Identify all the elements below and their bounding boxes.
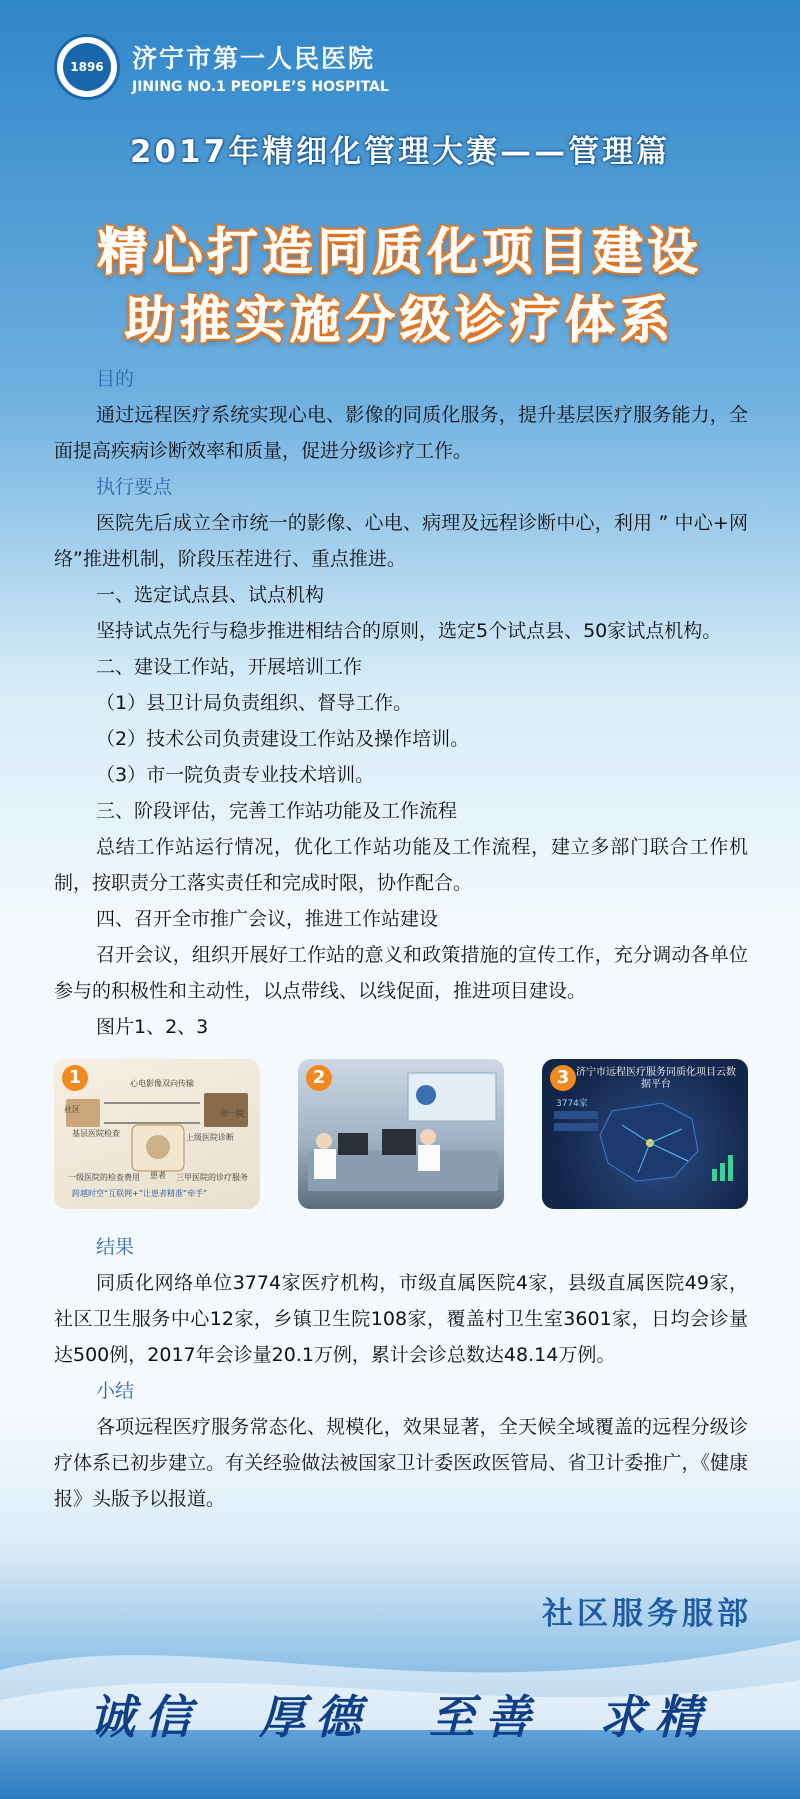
photo1-right-caption: 三甲医院的诊疗服务 <box>176 1173 248 1182</box>
step1-title: 一、选定试点县、试点机构 <box>96 584 325 606</box>
photo-number-2: 2 <box>306 1065 332 1091</box>
main-title-line1: 精心打造同质化项目建设 <box>97 223 703 281</box>
photo-number-3: 3 <box>550 1065 576 1091</box>
header <box>54 34 389 100</box>
key-points-heading: 执行要点 <box>96 476 173 498</box>
key-points-text: 医院先后成立全市统一的影像、心电、病理及远程诊断中心，利用 ” 中心+网络”推进机制，阶段压茬进行、重点推进。 <box>54 512 748 570</box>
contest-subtitle: 2017年精细化管理大赛——管理篇 <box>129 134 671 170</box>
hospital-logo <box>54 34 120 100</box>
step2-item2: （2）技术公司负责建设工作站及操作培训。 <box>96 728 470 750</box>
slogan-word-2: 厚德 <box>259 1690 371 1744</box>
step2-title: 二、建设工作站，开展培训工作 <box>96 656 363 678</box>
step2-item3: （3）市一院负责专业技术培训。 <box>96 764 375 786</box>
photo-row <box>54 1059 748 1209</box>
photo-2-office <box>298 1059 504 1209</box>
step2-item1: （1）县卫计局负责组织、督导工作。 <box>96 692 413 714</box>
step3-text: 总结工作站运行情况，优化工作站功能及工作流程，建立多部门联合工作机制，按职责分工落实责任和完成时限，协作配合。 <box>54 836 748 894</box>
step1-text: 坚持试点先行与稳步推进相结合的原则，选定5个试点县、50家试点机构。 <box>96 620 722 642</box>
slogan-word-3: 至善 <box>429 1690 541 1744</box>
dashboard-title: 济宁市远程医疗服务同质化项目云数据平台 <box>576 1067 736 1090</box>
dashboard-count: 3774家 <box>556 1099 588 1109</box>
purpose-text: 通过远程医疗系统实现心电、影像的同质化服务，提升基层医疗服务能力，全面提高疾病诊断效率和质量，促进分级诊疗工作。 <box>54 404 748 462</box>
result-heading: 结果 <box>96 1236 135 1258</box>
result-text: 同质化网络单位3774家医疗机构，市级直属医院4家，县级直属医院49家，社区卫生服务中心12家，乡镇卫生院108家，覆盖村卫生室3601家，日均会诊量达500例，2017年会诊量20.1万例，累计会诊总数达48.14万例。 <box>54 1272 748 1366</box>
hospital-name-en: JINING NO.1 PEOPLE’S HOSPITAL <box>132 79 389 95</box>
photo1-transfer-label: 心电影像双向传输 <box>130 1079 194 1088</box>
photo1-city-hospital-label: 市一院 <box>220 1109 244 1118</box>
photo-1-diagram <box>54 1059 260 1209</box>
department-name: 社区服务服部 <box>542 1596 752 1632</box>
photo1-left-caption: 一级医院的检查费用 <box>68 1173 140 1182</box>
hospital-name-cn: 济宁市第一人民医院 <box>132 44 376 73</box>
slogan-word-4: 求精 <box>599 1690 711 1744</box>
step3-title: 三、阶段评估，完善工作站功能及工作流程 <box>96 800 458 822</box>
main-title-line2: 助推实施分级诊疗体系 <box>125 291 675 349</box>
photo1-grassroots-label: 基层医院检查 <box>72 1129 120 1138</box>
purpose-heading: 目的 <box>96 368 135 390</box>
photo-number-1: 1 <box>62 1065 88 1091</box>
summary-heading: 小结 <box>96 1380 135 1402</box>
photo1-upper-label: 上级医院诊断 <box>186 1133 234 1142</box>
step4-title: 四、召开全市推广会议，推进工作站建设 <box>96 908 439 930</box>
step4-text: 召开会议，组织开展好工作站的意义和政策措施的宣传工作，充分调动各单位参与的积极性和主动性，以点带线、以线促面，推进项目建设。 <box>54 944 748 1002</box>
hospital-name <box>132 39 389 95</box>
photo-3-dashboard <box>542 1059 748 1209</box>
logo-year: 1896 <box>63 43 111 91</box>
photo1-community-label: 社区 <box>64 1105 80 1114</box>
slogan-word-1: 诚信 <box>89 1690 201 1744</box>
photo1-patient-label: 患者 <box>150 1171 166 1180</box>
photo1-bottom-caption: 跨越时空“互联网+”让患者精准“牵手” <box>72 1189 208 1198</box>
pictures-label: 图片1、2、3 <box>96 1016 209 1038</box>
poster-body <box>54 361 748 1517</box>
summary-text: 各项远程医疗服务常态化、规模化，效果显著，全天候全域覆盖的远程分级诊疗体系已初步建立。有关经验做法被国家卫计委医政医管局、省卫计委推广，《健康报》头版予以报道。 <box>54 1416 748 1510</box>
slogan <box>0 1681 800 1747</box>
